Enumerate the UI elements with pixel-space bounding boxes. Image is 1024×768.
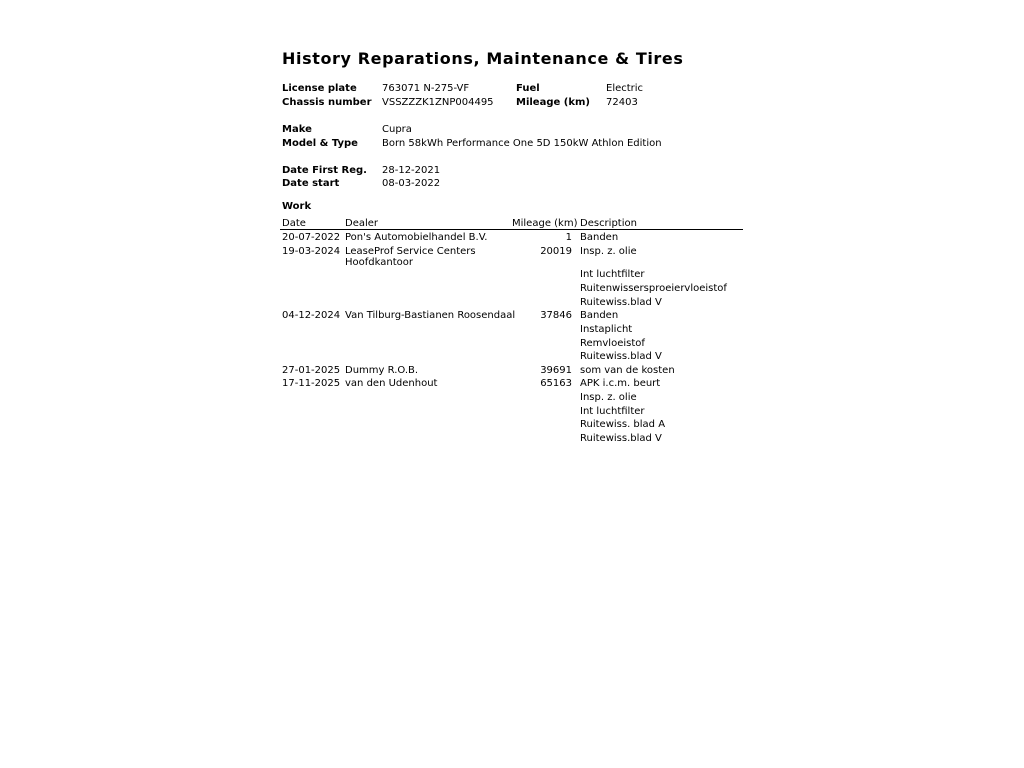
model-label: Model & Type <box>282 138 358 149</box>
entry-date: 27-01-2025 <box>282 365 341 376</box>
header-divider <box>280 229 743 230</box>
entry-description: som van de kosten <box>580 365 675 376</box>
chassis-label: Chassis number <box>282 97 372 108</box>
column-header-date: Date <box>282 218 306 229</box>
entry-dealer: Van Tilburg-Bastianen Roosendaal <box>345 310 516 321</box>
chassis-value: VSSZZZK1ZNP004495 <box>382 97 494 108</box>
entry-description: Int luchtfilter <box>580 269 645 280</box>
entry-description: Instaplicht <box>580 324 633 335</box>
mileage-label: Mileage (km) <box>516 97 590 108</box>
license-plate-label: License plate <box>282 83 357 94</box>
mileage-value: 72403 <box>606 97 638 108</box>
entry-description: Ruitenwissersproeiervloeistof <box>580 283 727 294</box>
entry-dealer: Dummy R.O.B. <box>345 365 419 376</box>
column-header-dealer: Dealer <box>345 218 379 229</box>
entry-description: Ruitewiss.blad V <box>580 351 662 362</box>
entry-mileage: 39691 <box>540 365 572 376</box>
make-label: Make <box>282 124 312 135</box>
entry-description: Banden <box>580 232 619 243</box>
entry-mileage: 1 <box>565 232 572 243</box>
entry-mileage: 20019 <box>540 246 572 257</box>
first-reg-value: 28-12-2021 <box>382 165 441 176</box>
entry-date: 19-03-2024 <box>282 246 341 257</box>
entry-date: 20-07-2022 <box>282 232 341 243</box>
first-reg-label: Date First Reg. <box>282 165 367 176</box>
date-start-label: Date start <box>282 178 340 189</box>
fuel-label: Fuel <box>516 83 540 94</box>
entry-date: 04-12-2024 <box>282 310 341 321</box>
fuel-value: Electric <box>606 83 644 94</box>
entry-description: Int luchtfilter <box>580 406 645 417</box>
entry-mileage: 37846 <box>540 310 572 321</box>
entry-dealer: LeaseProf Service Centers Hoofdkantoor <box>345 246 476 268</box>
entry-dealer: Pon's Automobielhandel B.V. <box>345 232 488 243</box>
license-plate-value: 763071 N-275-VF <box>382 83 470 94</box>
entry-description: Ruitewiss. blad A <box>580 419 666 430</box>
page-title: History Reparations, Maintenance & Tires <box>282 49 684 68</box>
make-value: Cupra <box>382 124 412 135</box>
entry-description: Banden <box>580 310 619 321</box>
entry-mileage: 65163 <box>540 378 572 389</box>
entry-description: Ruitewiss.blad V <box>580 297 662 308</box>
date-start-value: 08-03-2022 <box>382 178 441 189</box>
column-header-mileage: Mileage (km) <box>512 218 578 229</box>
model-value: Born 58kWh Performance One 5D 150kW Athlon Edition <box>382 138 662 149</box>
entry-description: Insp. z. olie <box>580 392 637 403</box>
entry-date: 17-11-2025 <box>282 378 341 389</box>
work-section-label: Work <box>282 201 312 212</box>
entry-description: APK i.c.m. beurt <box>580 378 661 389</box>
column-header-description: Description <box>580 218 637 229</box>
entry-dealer: van den Udenhout <box>345 378 438 389</box>
entry-description: Ruitewiss.blad V <box>580 433 662 444</box>
entry-description: Remvloeistof <box>580 338 645 349</box>
entry-description: Insp. z. olie <box>580 246 637 257</box>
